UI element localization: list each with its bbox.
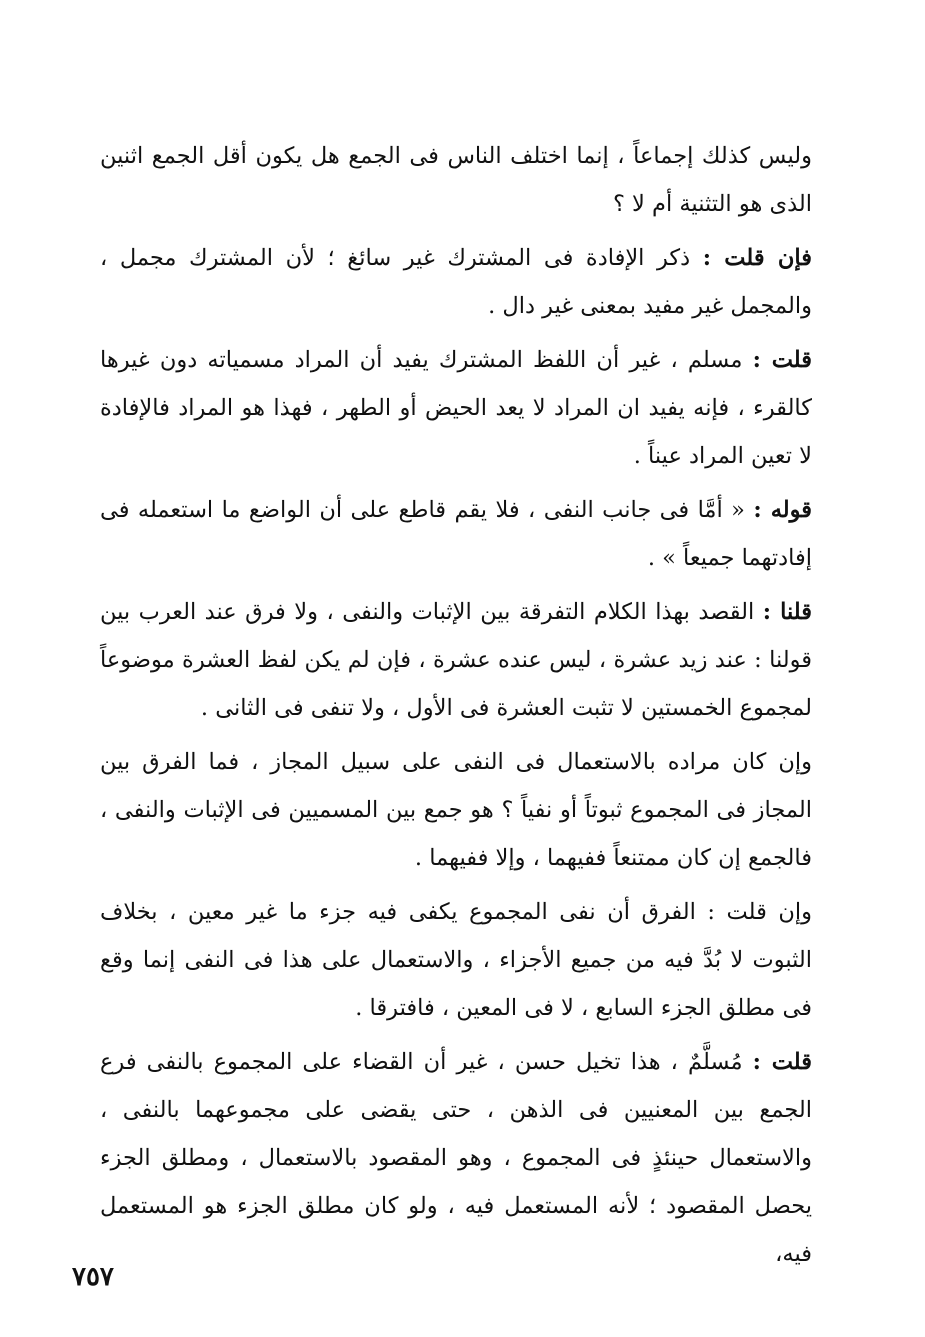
paragraph-text: « أمَّا فى جانب النفى ، فلا يقم قاطع على أن الواضع ما استعمله فى إفادتهما جميعاً » . bbox=[100, 497, 812, 571]
paragraph-3 bbox=[100, 336, 812, 480]
page-number: ٧٥٧ bbox=[72, 1262, 114, 1292]
paragraph-text: وإن كان مراده بالاستعمال فى النفى على سبيل المجاز ، فما الفرق بين المجاز فى المجموع ثبوتاً أو نفياً ؟ هو جمع بين المسميين فى الإثبات والنفى ، فالجمع إن كان ممتنعاً ففيهما ، وإلا ففيهما . bbox=[100, 749, 812, 871]
paragraph-lead: قلت : bbox=[752, 1049, 812, 1075]
paragraph-text: مسلم ، غير أن اللفظ المشترك يفيد أن المراد مسمياته دون غيرها كالقرء ، فإنه يفيد ان المراد لا يعد الحيض أو الطهر ، فهذا هو المراد فالإفادة لا تعين المراد عيناً . bbox=[100, 347, 812, 469]
paragraph-text: وليس كذلك إجماعاً ، إنما اختلف الناس فى الجمع هل يكون أقل الجمع اثنين الذى هو التثنية أم لا ؟ bbox=[100, 143, 812, 217]
paragraph-text: القصد بهذا الكلام التفرقة بين الإثبات والنفى ، ولا فرق عند العرب بين قولنا : عند زيد عشرة ، ليس عنده عشرة ، فإن لم يكن لفظ العشرة موضوعاً لمجموع الخمستين لا تثبت العشرة فى الأول ، ولا تنفى فى الثانى . bbox=[100, 599, 812, 721]
paragraph-lead: قوله : bbox=[753, 497, 812, 523]
paragraph-text: وإن قلت : الفرق أن نفى المجموع يكفى فيه جزء ما غير معين ، بخلاف الثبوت لا بُدَّ فيه من جميع الأجزاء ، والاستعمال على هذا فى النفى إنما وقع فى مطلق الجزء السابع ، لا فى المعين ، فافترقا . bbox=[100, 899, 812, 1021]
paragraph-2 bbox=[100, 234, 812, 330]
paragraph-6 bbox=[100, 738, 812, 882]
paragraph-lead: قلت : bbox=[752, 347, 812, 373]
paragraph-4 bbox=[100, 486, 812, 582]
paragraph-1 bbox=[100, 132, 812, 228]
paragraph-lead: قلنا : bbox=[762, 599, 812, 625]
paragraph-text: ذكر الإفادة فى المشترك غير سائغ ؛ لأن المشترك مجمل ، والمجمل غير مفيد بمعنى غير دال . bbox=[100, 245, 812, 319]
body-text bbox=[100, 132, 812, 1278]
paragraph-text: مُسلَّمٌ ، هذا تخيل حسن ، غير أن القضاء على المجموع بالنفى فرع الجمع بين المعنيين فى الذهن ، حتى يقضى على مجموعهما بالنفى ، والاستعمال حينئذٍ فى المجموع ، وهو المقصود بالاستعمال ، ومطلق الجزء يحصل المقصود ؛ لأنه المستعمل فيه ، ولو كان مطلق الجزء هو المستعمل فيه، bbox=[100, 1049, 812, 1267]
paragraph-8 bbox=[100, 1038, 812, 1278]
paragraph-5 bbox=[100, 588, 812, 732]
paragraph-lead: فإن قلت : bbox=[702, 245, 812, 271]
paragraph-7 bbox=[100, 888, 812, 1032]
